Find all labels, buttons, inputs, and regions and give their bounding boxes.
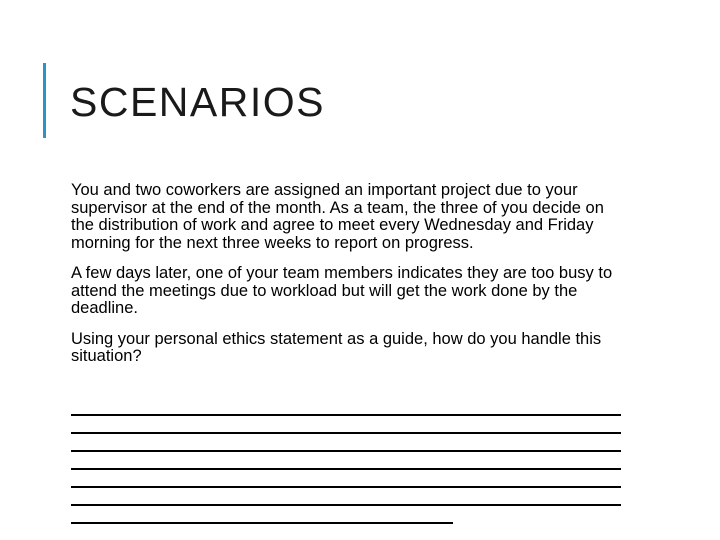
answer-lines — [71, 414, 623, 540]
answer-line — [71, 414, 621, 416]
answer-line — [71, 468, 621, 470]
answer-line — [71, 504, 621, 506]
title-accent-bar — [43, 63, 46, 138]
scenario-question: Using your personal ethics statement as a guide, how do you handle this situation? — [71, 329, 602, 365]
slide-title: SCENARIOS — [70, 79, 325, 125]
answer-line — [71, 432, 621, 434]
scenario-paragraph-2: A few days later, one of your team members indicates they are too busy to attend the meetings due to workload but will get the work done by the deadline. — [71, 264, 613, 317]
answer-line — [71, 486, 621, 488]
scenario-body — [71, 182, 631, 366]
answer-line-short — [71, 522, 453, 524]
scenario-paragraph-1: You and two coworkers are assigned an important project due to your supervisor at the end of the month. As a team, the three of you decide on the distribution of work and agree to meet every Wednesday and Friday morning for the next three weeks to report on progress. — [71, 181, 604, 252]
answer-line — [71, 450, 621, 452]
